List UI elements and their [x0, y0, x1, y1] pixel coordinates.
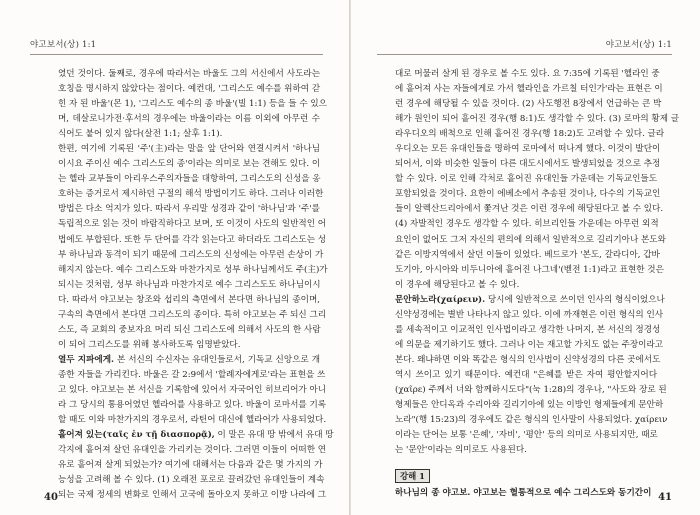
text-line: 한편, 여기에 기록된 '주'(主)라는 말을 앞 단어와 연결시켜서 '하나님: [58, 144, 320, 155]
body-text: [58, 67, 334, 503]
text-line: 를 세속적이고 이교적인 인사법이라고 생각한 나머지, 본 서신의 정경성: [395, 324, 661, 335]
text-line: 같은 이방지역에서 살던 이들이 있었다. 베드로가 '본도, 갈라디아, 갑바: [395, 249, 660, 260]
text-line: 스도, 즉 교회의 중보자요 머리 되신 그리스도에 의해서 사도의 한 사람: [58, 324, 321, 335]
text-line: 되어서, 이와 비슷한 일들이 다른 대도시에서도 발생되었을 것으로 추정: [395, 159, 661, 170]
text-line: 되는 국제 정세의 변화로 인해서 고국에 돌아오지 못하고 이방 나라에 그: [58, 490, 327, 501]
text-line: 라우디오의 배척으로 인해 흩어진 경우(행 18:2)도 고려할 수 있다. 글라: [395, 129, 665, 140]
text-line: 이 경우에 해당된다고 볼 수 있다.: [395, 279, 520, 290]
text-line: 유로 흩어져 살게 되었는가? 여기에 대해서는 다음과 같은 몇 가지의 가: [58, 460, 323, 471]
section-spacer: [395, 458, 657, 467]
text-line: 법에도 부합된다. 또한 두 단어를 각각 읽는다고 하더라도 그리스도는 성: [58, 234, 327, 245]
closing-line: 하나님의 종 야고보. 야고보는 혈통적으로 예수 그리스도와 동기간이: [395, 488, 652, 499]
term-heading: 문안하노라(χαίρειν).: [395, 294, 486, 305]
text-line: 라 그 당시의 통용어였던 헬라어를 사용하고 있다. 바울이 로마서를 기록: [58, 400, 327, 411]
text-line: 는 헬라 교부들이 아리우스주의자들을 대항하여, 그리스도의 신성을 옹: [58, 174, 321, 185]
text-line: 도기아, 아시아와 비두니아에 흩어진 나그네'(벧전 1:1)라고 표현한 것은: [395, 264, 664, 275]
page-number: 40: [44, 492, 58, 503]
text-line: 할 때도 이와 마찬가지의 경우로서, 라틴어 대신에 헬라어가 사용되었다.: [58, 415, 327, 426]
text-line: 방법은 다소 억지가 있다. 따라서 우리말 성경과 같이 '하나님'과 '주'를: [58, 204, 320, 215]
text-line: 요인이 없어도 그저 자신의 편의에 의해서 일반적으로 길리기아나 본도와: [395, 234, 666, 245]
text-line: 에 흩어져 사는 자들에게로 가서 헬라인을 가르칠 터인가'라는 표현은 이: [395, 84, 663, 95]
term-heading: 흩어져 있는(ταῖς ἐν τῇ διασπορᾷ),: [58, 430, 215, 441]
text-line: 호하는 증거로서 제시하던 구절의 해석 방법이기도 하다. 그러나 이러한: [58, 189, 324, 200]
text-line: 되시는 것처럼, 성부 하나님과 마찬가지로 예수 그리스도도 하나님이시: [58, 279, 321, 290]
text-line: 해지지 않는다. 예수 그리스도와 마찬가지로 성부 하나님께서도 주(主)가: [58, 264, 328, 275]
text-line: 독립적으로 읽는 것이 바람직하다고 보며, 또 이것이 사도의 일반적인 어: [58, 219, 327, 230]
page-number: 41: [658, 492, 672, 503]
text-line: 포함되었을 것이다. 요한이 에베소에서 추송된 것이나, 다수의 기독교인: [395, 189, 661, 200]
text-line: 역시 쓰이고 있기 때문이다. 예컨대 "은혜를 받은 자여 평안할지어다: [395, 369, 657, 380]
text-line: 에 의문을 제기하기도 했다. 그러나 이는 재고할 가치도 없는 주장이라고: [395, 339, 664, 350]
text-line: 는 '문안'이라는 의미로도 사용된다.: [395, 445, 527, 456]
text-line: 다. 따라서 야고보는 창조와 섭리의 측면에서 본다면 하나님의 종이며,: [58, 294, 320, 305]
text-line: 할 수 있다. 이로 인해 각처로 흩어진 유대인들 가운데는 기독교인들도: [395, 174, 657, 185]
header-rule: [30, 54, 323, 55]
text-line: 흩어져 있는(ταῖς ἐν τῇ διασπορᾷ), 이 말은 유대 땅 밖에서 유대 땅: [58, 430, 334, 441]
running-head: 야고보서(상) 1:1: [605, 40, 672, 50]
running-head: 야고보서(상) 1:1: [30, 40, 97, 50]
text-line: (χαῖρε) 주께서 너와 함께하시도다"(눅 1:28)의 경우나, "사도와 장로 된: [395, 384, 667, 395]
text-line: 였던 것이다. 둘째로, 경우에 따라서는 바울도 그의 서신에서 사도라는: [58, 69, 320, 79]
header-rule: [377, 54, 672, 55]
body-lines: [395, 67, 680, 458]
text-line: 호칭을 명시하지 않았다는 점이다. 예컨대, '그리스도 예수를 위하여 갇: [58, 84, 321, 95]
text-line: 우디오는 모든 유대인들을 명하여 로마에서 떠나게 했다. 이것이 발단이: [395, 144, 661, 155]
text-line: 고 있다. 야고보는 본 서신을 기록함에 있어서 자국어인 히브리어가 아니: [58, 384, 327, 395]
text-line: 문안하노라(χαίρειν). 당시에 일반적으로 쓰이던 인사의 형식이었으나: [395, 294, 665, 305]
text-line: (4) 자발적인 경우도 생각할 수 있다. 히브리인들 가운데는 아무런 외적: [395, 219, 659, 230]
text-line: 각지에 흩어져 살던 유대인을 가리키는 것이다. 그러면 이들이 어떠한 연: [58, 445, 327, 456]
text-line: 본다. 왜냐하면 이와 똑같은 형식의 인사법이 신약성경의 다른 곳에서도: [395, 354, 661, 365]
text-line: 구속의 측면에서 본다면 그리스도의 종이다. 특히 야고보는 주 되신 그리: [58, 309, 327, 320]
text-line: 열두 지파에게. 본 서신의 수신자는 유대인들로서, 기독교 신앙으로 개: [58, 354, 320, 365]
text-line: 들이 알렉산드리아에서 쫓겨난 것은 이런 경우에 해당된다고 볼 수 있다.: [395, 204, 664, 215]
text-line: 신약성경에는 별반 나타나지 않고 있다. 이에 까재현은 이런 형식의 인사: [395, 309, 664, 320]
text-line: 이 되어 그리스도를 위해 봉사하도록 임명받았다.: [58, 339, 241, 350]
text-line: 해가 원인이 되어 흩어진 경우(행 8:1)도 생각할 수 있다. (3) 로마의 황제 글: [395, 114, 680, 125]
text-line: 이시요 주이신 예수 그리스도의 종'이라는 의미로 보는 견해도 있다. 이: [58, 159, 321, 170]
text-line: 힌 자 된 바울'(몬 1), '그리스도 예수의 종 바울'(빌 1:1) 등을 들 수 있으: [58, 99, 327, 110]
text-line: 런 경우에 해당될 수 있을 것이다. (2) 사도행전 8장에서 언급하는 큰 박: [395, 99, 662, 110]
text-line: 부 하나님과 동격이 되기 때문에 그리스도의 신성에는 아무런 손상이 가: [58, 249, 324, 260]
text-line: 이라는 단어는 보통 '은혜', '자비', '평안' 등의 의미로 사용되지만, 때로: [395, 430, 658, 441]
term-heading: 열두 지파에게.: [58, 354, 115, 365]
section-heading-box: 강해 1: [395, 469, 430, 483]
text-line: 형제들은 안디옥과 수리아와 길리기아에 있는 이방인 형제들에게 문안하: [395, 400, 664, 411]
right-page: [351, 0, 700, 515]
text-line: 며, 데살로니가전·후서의 경우에는 바울이라는 이름 이외에 아무런 수: [58, 114, 320, 125]
text-line: 종한 자들을 가리킨다. 바울은 갈 2:9에서 '할례자에게로'라는 표현을 쓰: [58, 369, 326, 380]
left-page: [0, 0, 349, 515]
text-line: 대로 머물러 살게 된 경우로 볼 수도 있다. 요 7:35에 기록된 '헬라인 중: [395, 69, 660, 79]
text-line: 노라"(행 15:23)의 경우에도 같은 형식의 인사말이 사용되었다. χαίρειν: [395, 415, 668, 426]
text-line: 식어도 붙어 있지 않다(살전 1:1; 살후 1:1).: [58, 129, 223, 140]
text-line: 능성을 고려해 볼 수 있다. (1) 오래전 포로로 끌려갔던 유대인들이 계속: [58, 475, 325, 486]
